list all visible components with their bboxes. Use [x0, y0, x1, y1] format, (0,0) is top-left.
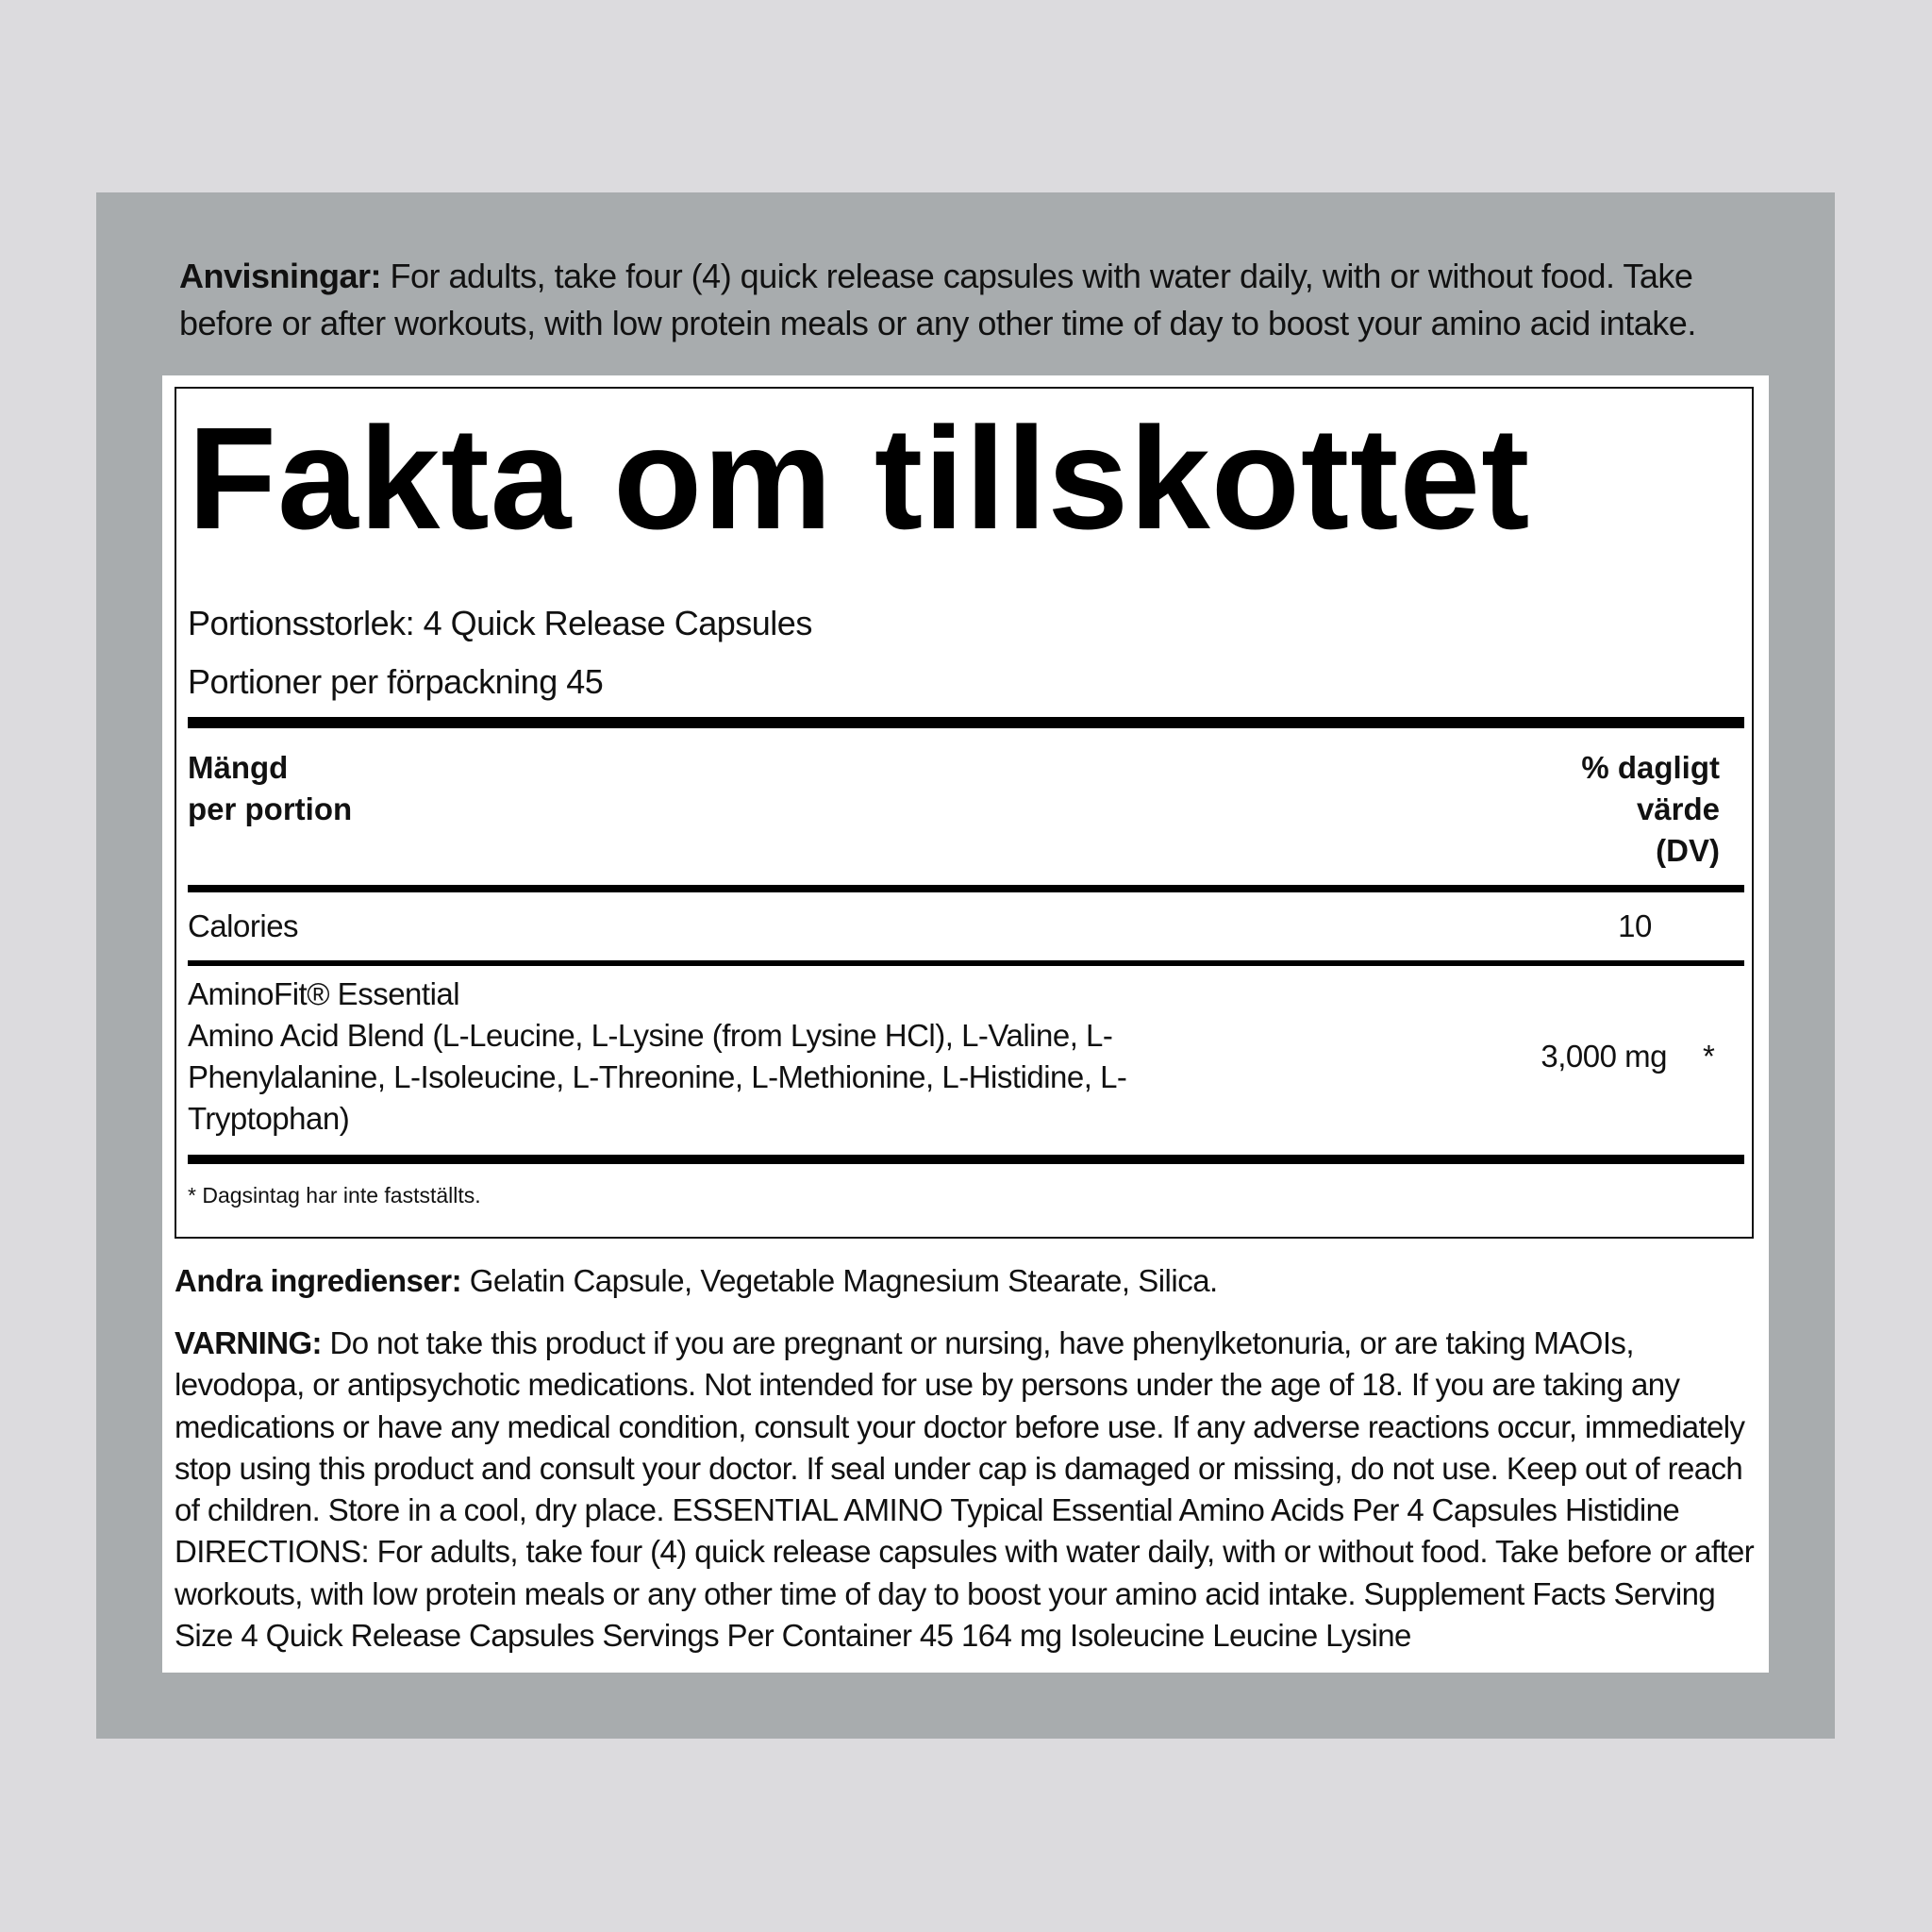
medium-divider — [188, 885, 1744, 892]
header-right-line3: (DV) — [1656, 833, 1720, 868]
header-right-line2: värde — [1636, 791, 1720, 826]
warning — [175, 1323, 1759, 1657]
directions-text — [179, 253, 1792, 347]
warning-label: VARNING: — [175, 1325, 322, 1360]
servings-per-container: Portioner per förpackning 45 — [188, 662, 604, 701]
other-ingredients-label: Andra ingredienser: — [175, 1263, 462, 1298]
label-panel — [96, 192, 1835, 1739]
footnote: * Dagsintag har inte fastställts. — [188, 1183, 481, 1208]
facts-title: Fakta om tillskottet — [188, 397, 1531, 559]
blend-dv: * — [1703, 1039, 1715, 1074]
calories-label: Calories — [188, 908, 299, 943]
directions-body: For adults, take four (4) quick release capsules with water daily, with or without food. Take before or after workouts, with low protein meals or any other time of day to boost your amino acid intake. — [179, 257, 1696, 342]
header-left-line2: per portion — [188, 791, 353, 826]
facts-area — [162, 375, 1769, 1673]
supplement-facts-box — [175, 387, 1754, 1239]
thick-divider — [188, 717, 1744, 728]
amount-per-serving-header — [188, 747, 352, 830]
blend-name — [188, 974, 1131, 1140]
calories-amount: 10 — [1618, 908, 1652, 943]
header-left-line1: Mängd — [188, 750, 289, 785]
blend-name-line1: AminoFit® Essential — [188, 976, 460, 1011]
blend-name-line2: Amino Acid Blend (L-Leucine, L-Lysine (from Lysine HCl), L-Valine, L-Phenylalanine, L-Isoleucine, L-Threonine, L-Methionine, L-Histidine, L-Tryptophan) — [188, 1018, 1127, 1136]
header-right-line1: % dagligt — [1581, 750, 1720, 785]
blend-amount: 3,000 mg — [1541, 1039, 1667, 1074]
other-ingredients-text: Gelatin Capsule, Vegetable Magnesium Stearate, Silica. — [461, 1263, 1218, 1298]
row-divider — [188, 960, 1744, 966]
warning-text: Do not take this product if you are pregnant or nursing, have phenylketonuria, or are taking MAOIs, levodopa, or antipsychotic medications. Not intended for use by persons under the age of 18. If you are taking any medications or have any medical condition, consult your doctor before use. If any adverse reactions occur, immediately stop using this product and consult your doctor. If seal under cap is damaged or missing, do not use. Keep out of reach of children. Store in a cool, dry place. ESSENTIAL AMINO Typical Essential Amino Acids Per 4 Capsules Histidine DIRECTIONS: For adults, take four (4) quick release capsules with water daily, with or without food. Take before or after workouts, with low protein meals or any other time of day to boost your amino acid intake. Supplement Facts Serving Size 4 Quick Release Capsules Servings Per Container 45 164 mg Isoleucine Leucine Lysine — [175, 1325, 1755, 1654]
bottom-thick-divider — [188, 1155, 1744, 1164]
serving-size: Portionsstorlek: 4 Quick Release Capsules — [188, 604, 812, 642]
daily-value-header — [1581, 747, 1720, 872]
directions-label: Anvisningar: — [179, 257, 382, 295]
other-ingredients — [175, 1260, 1759, 1302]
